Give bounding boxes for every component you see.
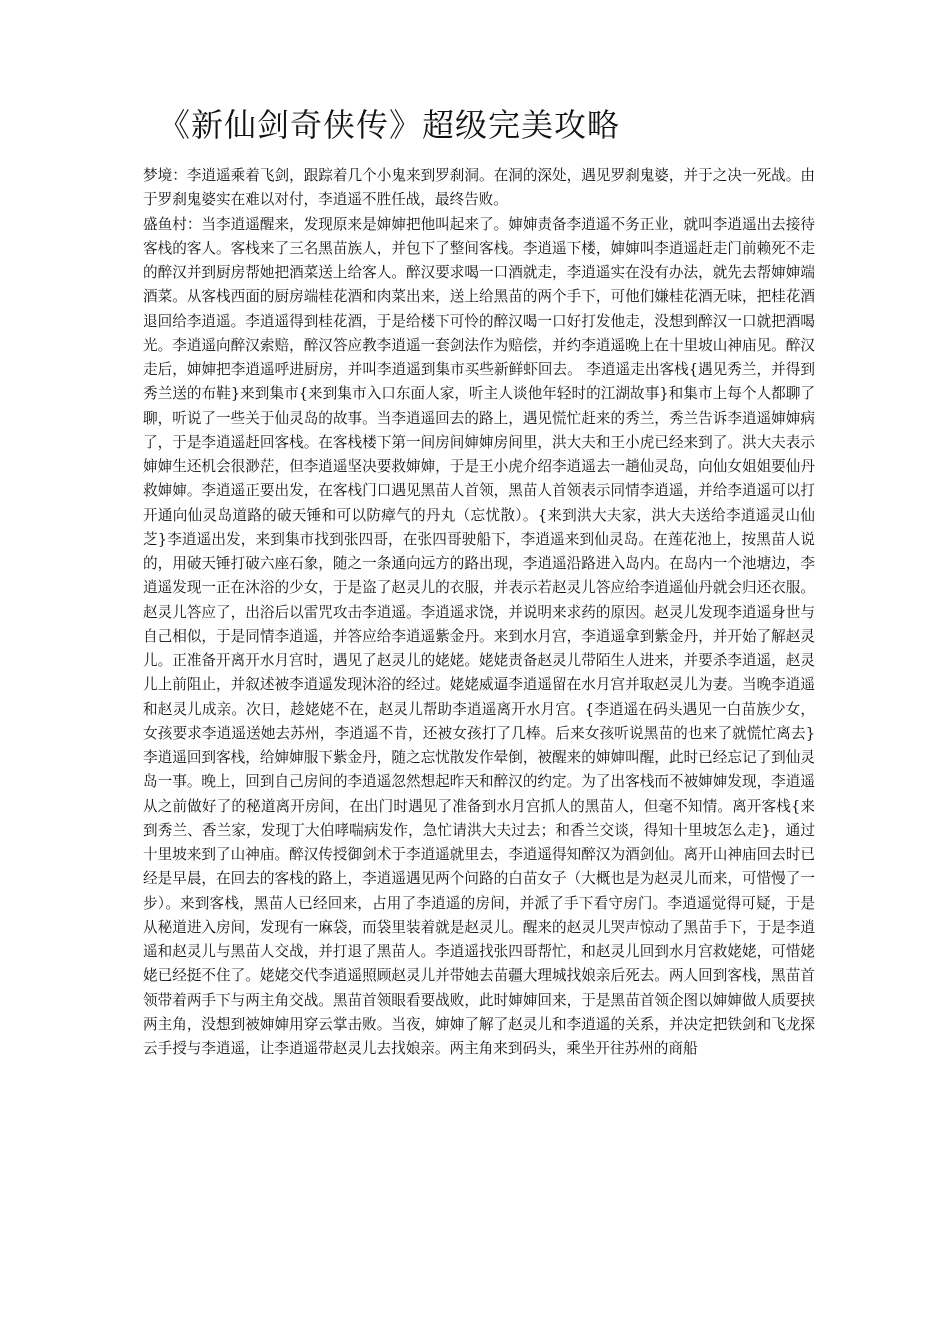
document-title: 《新仙剑奇侠传》超级完美攻略 — [158, 106, 621, 144]
paragraph-dream: 梦境：李逍遥乘着飞剑，跟踪着几个小鬼来到罗刹洞。在洞的深处，遇见罗刹鬼婆，并于之决一死战。由于罗刹鬼婆实在难以对付，李逍遥不胜任战，最终告败。 — [143, 167, 815, 209]
paragraph-fishing-village: 盛鱼村：当李逍遥醒来，发现原来是婶婶把他叫起来了。婶婶责备李逍遥不务正业，就叫李逍遥出去接待客栈的客人。客栈来了三名黑苗族人，并包下了整间客栈。李逍遥下楼，婶婶叫李逍遥赶走门前赖死不走的醉汉并到厨房帮她把酒菜送上给客人。醉汉要求喝一口酒就走，李逍遥实在没有办法，就先去帮婶婶端酒菜。从客栈西面的厨房端桂花酒和肉菜出来，送上给黑苗的两个手下，可他们嫌桂花酒无味，把桂花酒退回给李逍遥。李逍遥得到桂花酒，于是给楼下可怜的醉汉喝一口好打发他走，没想到醉汉一口就把酒喝光。李逍遥向醉汉索赔，醉汉答应教李逍遥一套剑法作为赔偿，并约李逍遥晚上在十里坡山神庙见。醉汉走后，婶婶把李逍遥呼进厨房，并叫李逍遥到集市买些新鲜虾回去。 李逍遥走出客栈{遇见秀兰，并得到秀兰送的布鞋}来到集市{来到集市入口东面人家，听主人谈他年轻时的江湖故事}和集市上每个人都聊了聊，听说了一些关于仙灵岛的故事。当李逍遥回去的路上，遇见慌忙赶来的秀兰，秀兰告诉李逍遥婶婶病了，于是李逍遥赶回客栈。在客栈楼下第一间房间婶婶房间里，洪大夫和王小虎已经来到了。洪大夫表示婶婶生还机会很渺茫，但李逍遥坚决要救婶婶，于是王小虎介绍李逍遥去一趟仙灵岛，向仙女姐姐要仙丹救婶婶。李逍遥正要出发，在客栈门口遇见黑苗人首领，黑苗人首领表示同情李逍遥，并给李逍遥可以打开通向仙灵岛道路的破天锤和可以防瘴气的丹丸（忘忧散）。{来到洪大夫家，洪大夫送给李逍遥灵山仙芝}李逍遥出发，来到集市找到张四哥，在张四哥驶船下，李逍遥来到仙灵岛。在莲花池上，按黑苗人说的，用破天锤打破六座石象，随之一条通向远方的路出现，李逍遥沿路进入岛内。在岛内一个池塘边，李逍遥发现一正在沐浴的少女，于是盗了赵灵儿的衣服，并表示若赵灵儿答应给李逍遥仙丹就会归还衣服。赵灵儿答应了，出浴后以雷咒攻击李逍遥。李逍遥求饶，并说明来求药的原因。赵灵儿发现李逍遥身世与自己相似，于是同情李逍遥，并答应给李逍遥紫金丹。来到水月宫，李逍遥拿到紫金丹，并开始了解赵灵儿。正准备开离开水月宫时，遇见了赵灵儿的姥姥。姥姥责备赵灵儿带陌生人进来，并要杀李逍遥，赵灵儿上前阻止，并叙述被李逍遥发现沐浴的经过。姥姥威逼李逍遥留在水月宫并取赵灵儿为妻。当晚李逍遥和赵灵儿成亲。次日，趁姥姥不在，赵灵儿帮助李逍遥离开水月宫。{李逍遥在码头遇见一白苗族少女，女孩要求李逍遥送她去苏州，李逍遥不肯，还被女孩打了几棒。后来女孩听说黑苗的也来了就慌忙离去}李逍遥回到客栈，给婶婶服下紫金丹，随之忘忧散发作晕倒，被醒来的婶婶叫醒，此时已经忘记了到仙灵岛一事。晚上，回到自己房间的李逍遥忽然想起昨天和醉汉的约定。为了出客栈而不被婶婶发现，李逍遥从之前做好了的秘道离开房间，在出门时遇见了准备到水月宫抓人的黑苗人，但毫不知情。离开客栈{来到秀兰、香兰家，发现丁大伯哮喘病发作，急忙请洪大夫过去；和香兰交谈，得知十里坡怎么走}，通过十里坡来到了山神庙。醉汉传授御剑术于李逍遥就里去，李逍遥得知醉汉为酒剑仙。离开山神庙回去时已经是早晨，在回去的客栈的路上，李逍遥遇见两个问路的白苗女子（大概也是为赵灵儿而来，可惜慢了一步）。来到客栈，黑苗人已经回来，占用了李逍遥的房间，并派了手下看守房门。李逍遥觉得可疑，于是从秘道进入房间，发现有一麻袋，而袋里装着就是赵灵儿。醒来的赵灵儿哭声惊动了黑苗手下，于是李逍遥和赵灵儿与黑苗人交战，并打退了黑苗人。李逍遥找张四哥帮忙，和赵灵儿回到水月宫救姥姥，可惜姥姥已经挺不住了。姥姥交代李逍遥照顾赵灵儿并带她去苗疆大理城找娘亲后死去。两人回到客栈，黑苗首领带着两手下与两主角交战。黑苗首领眼看要战败，此时婶婶回来，于是黑苗首领企图以婶婶做人质要挟两主角，没想到被婶婶用穿云掌击败。当夜，婶婶了解了赵灵儿和李逍遥的关系，并决定把铁剑和飞龙探云手授与李逍遥，让李逍遥带赵灵儿去找娘亲。两主角来到码头，乘坐开往苏州的商船 — [143, 215, 815, 1057]
document-body — [143, 164, 815, 1061]
